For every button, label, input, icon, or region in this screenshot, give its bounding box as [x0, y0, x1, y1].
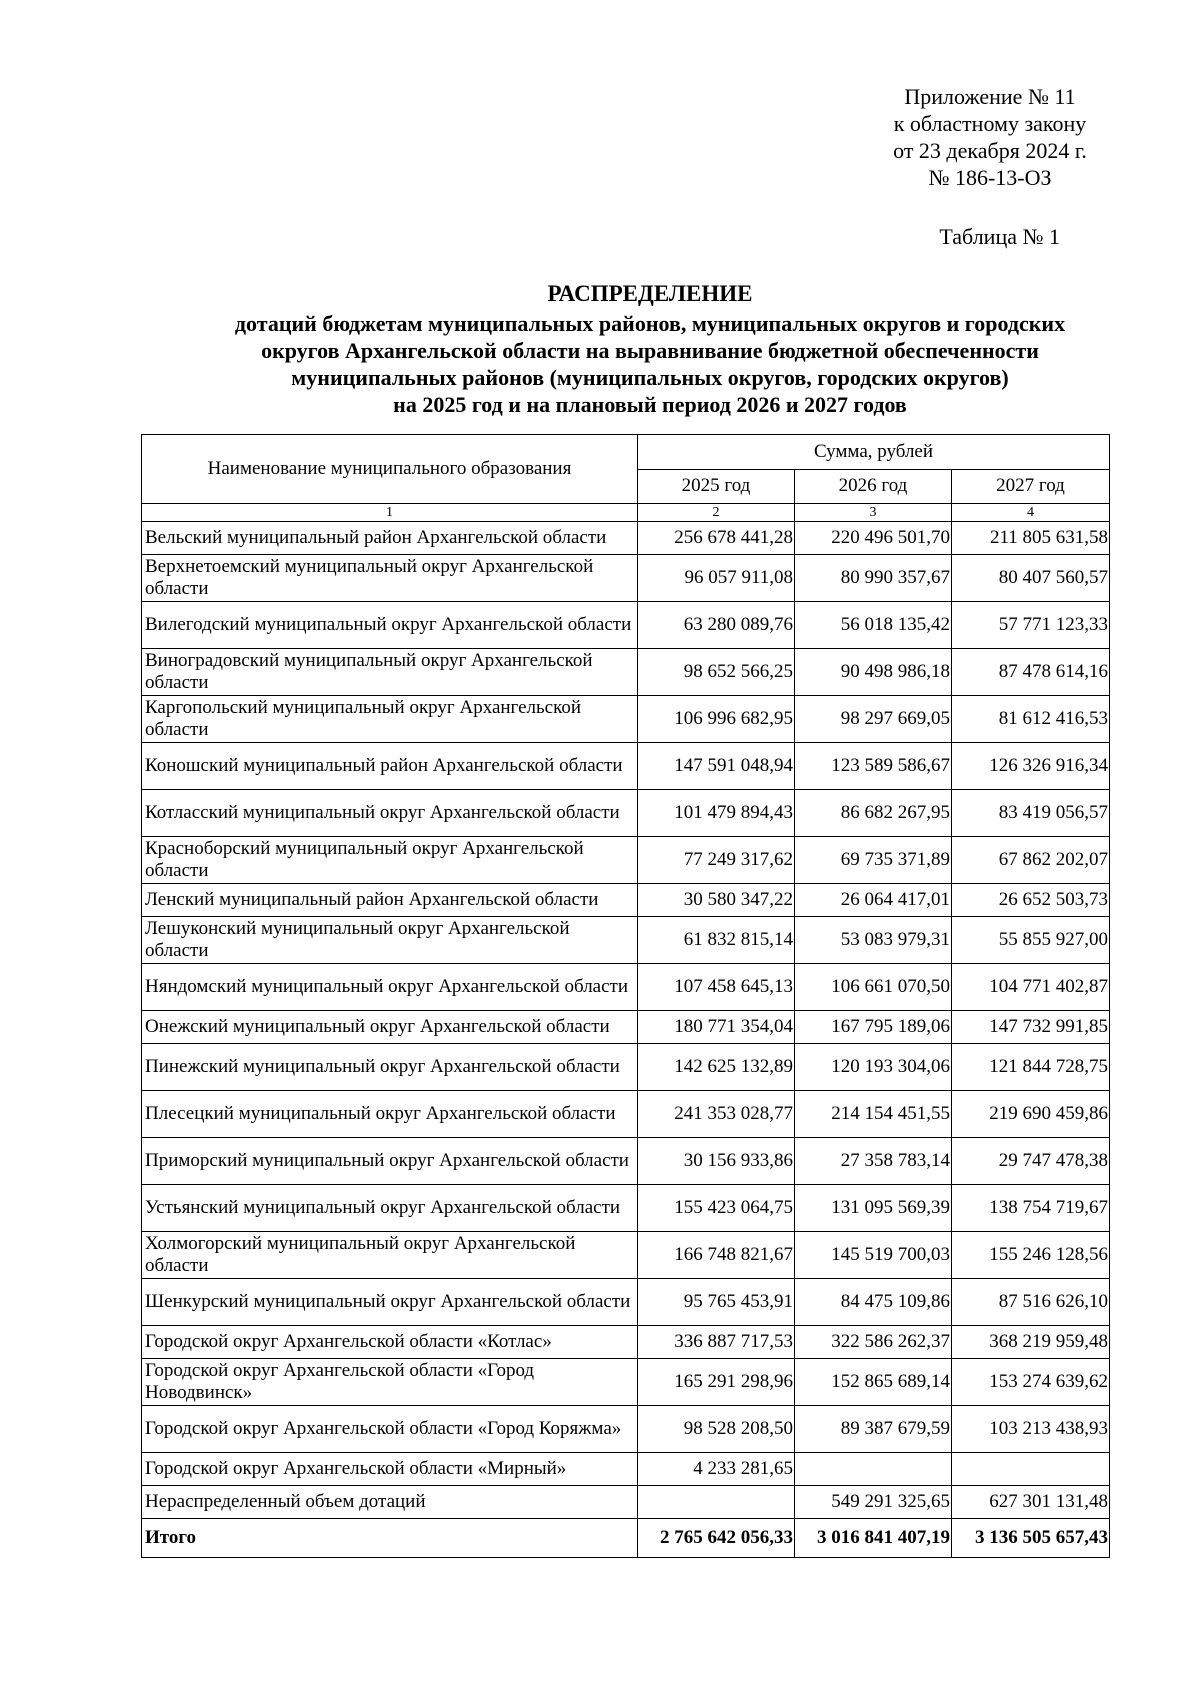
column-header-sum: Сумма, рублей — [638, 435, 1110, 470]
amount-2027: 153 274 639,62 — [952, 1359, 1110, 1406]
column-number: 3 — [795, 504, 952, 522]
municipality-name: Городской округ Архангельской области «Мирный» — [142, 1453, 638, 1486]
appendix-line: от 23 декабря 2024 г. — [893, 138, 1087, 163]
amount-2027: 81 612 416,53 — [952, 696, 1110, 743]
municipality-name: Городской округ Архангельской области «Город Новодвинск» — [142, 1359, 638, 1406]
amount-2025: 336 887 717,53 — [638, 1326, 795, 1359]
amount-2026: 84 475 109,86 — [795, 1279, 952, 1326]
table-row — [142, 1359, 1110, 1406]
amount-2026: 90 498 986,18 — [795, 649, 952, 696]
table-row — [142, 837, 1110, 884]
municipality-name: Городской округ Архангельской области «Город Коряжма» — [142, 1406, 638, 1453]
amount-2027: 80 407 560,57 — [952, 555, 1110, 602]
amount-2026: 549 291 325,65 — [795, 1486, 952, 1519]
column-number: 1 — [142, 504, 638, 522]
amount-2026: 220 496 501,70 — [795, 522, 952, 555]
amount-2025: 180 771 354,04 — [638, 1011, 795, 1044]
amount-2026 — [795, 1453, 952, 1486]
municipality-name: Котласский муниципальный округ Архангельской области — [142, 790, 638, 837]
amount-2025: 107 458 645,13 — [638, 964, 795, 1011]
column-header-2025: 2025 год — [638, 469, 795, 504]
amount-2025: 98 652 566,25 — [638, 649, 795, 696]
municipality-name: Онежский муниципальный округ Архангельской области — [142, 1011, 638, 1044]
amount-2026: 152 865 689,14 — [795, 1359, 952, 1406]
municipality-name: Устьянский муниципальный округ Архангельской области — [142, 1185, 638, 1232]
amount-2026: 80 990 357,67 — [795, 555, 952, 602]
amount-2027: 87 516 626,10 — [952, 1279, 1110, 1326]
amount-2027: 121 844 728,75 — [952, 1044, 1110, 1091]
amount-2027: 155 246 128,56 — [952, 1232, 1110, 1279]
amount-2025 — [638, 1486, 795, 1519]
column-header-name: Наименование муниципального образования — [142, 435, 638, 504]
amount-2026: 167 795 189,06 — [795, 1011, 952, 1044]
total-2025: 2 765 642 056,33 — [638, 1519, 795, 1558]
table-row — [142, 1091, 1110, 1138]
amount-2025: 30 156 933,86 — [638, 1138, 795, 1185]
amount-2025: 256 678 441,28 — [638, 522, 795, 555]
amount-2027 — [952, 1453, 1110, 1486]
municipality-name: Городской округ Архангельской области «Котлас» — [142, 1326, 638, 1359]
amount-2026: 89 387 679,59 — [795, 1406, 952, 1453]
amount-2025: 241 353 028,77 — [638, 1091, 795, 1138]
table-row — [142, 1406, 1110, 1453]
amount-2025: 147 591 048,94 — [638, 743, 795, 790]
municipality-name: Вилегодский муниципальный округ Архангельской области — [142, 602, 638, 649]
table-row — [142, 602, 1110, 649]
amount-2025: 155 423 064,75 — [638, 1185, 795, 1232]
amount-2027: 87 478 614,16 — [952, 649, 1110, 696]
amount-2025: 166 748 821,67 — [638, 1232, 795, 1279]
amount-2025: 165 291 298,96 — [638, 1359, 795, 1406]
amount-2027: 147 732 991,85 — [952, 1011, 1110, 1044]
municipality-name: Вельский муниципальный район Архангельской области — [142, 522, 638, 555]
municipality-name: Приморский муниципальный округ Архангельской области — [142, 1138, 638, 1185]
municipality-name: Верхнетоемский муниципальный округ Архангельской области — [142, 555, 638, 602]
municipality-name: Пинежский муниципальный округ Архангельской области — [142, 1044, 638, 1091]
total-2026: 3 016 841 407,19 — [795, 1519, 952, 1558]
amount-2026: 131 095 569,39 — [795, 1185, 952, 1232]
document-title — [120, 280, 1180, 418]
table-row — [142, 1185, 1110, 1232]
amount-2027: 29 747 478,38 — [952, 1138, 1110, 1185]
table-row — [142, 649, 1110, 696]
amount-2025: 61 832 815,14 — [638, 917, 795, 964]
amount-2026: 322 586 262,37 — [795, 1326, 952, 1359]
amount-2026: 145 519 700,03 — [795, 1232, 952, 1279]
table-row — [142, 884, 1110, 917]
table-row — [142, 790, 1110, 837]
municipality-name: Нераспределенный объем дотаций — [142, 1486, 638, 1519]
amount-2025: 77 249 317,62 — [638, 837, 795, 884]
amount-2026: 69 735 371,89 — [795, 837, 952, 884]
table-row — [142, 1044, 1110, 1091]
municipality-name: Плесецкий муниципальный округ Архангельской области — [142, 1091, 638, 1138]
appendix-line: Приложение № 11 — [904, 84, 1076, 109]
amount-2025: 96 057 911,08 — [638, 555, 795, 602]
municipality-name: Няндомский муниципальный округ Архангельской области — [142, 964, 638, 1011]
table-row — [142, 1232, 1110, 1279]
amount-2027: 627 301 131,48 — [952, 1486, 1110, 1519]
table-row — [142, 1453, 1110, 1486]
amount-2026: 86 682 267,95 — [795, 790, 952, 837]
municipality-name: Лешуконский муниципальный округ Архангельской области — [142, 917, 638, 964]
title-line: округов Архангельской области на выравнивание бюджетной обеспеченности — [261, 338, 1039, 363]
table-row — [142, 743, 1110, 790]
title-heading: РАСПРЕДЕЛЕНИЕ — [547, 281, 753, 306]
table-row — [142, 696, 1110, 743]
amount-2026: 214 154 451,55 — [795, 1091, 952, 1138]
table-number: Таблица № 1 — [939, 224, 1060, 249]
total-label: Итого — [142, 1519, 638, 1558]
amount-2027: 67 862 202,07 — [952, 837, 1110, 884]
amount-2027: 104 771 402,87 — [952, 964, 1110, 1011]
amount-2027: 26 652 503,73 — [952, 884, 1110, 917]
table-row — [142, 1138, 1110, 1185]
distribution-table — [141, 434, 1110, 1558]
table-row — [142, 964, 1110, 1011]
amount-2027: 126 326 916,34 — [952, 743, 1110, 790]
amount-2027: 55 855 927,00 — [952, 917, 1110, 964]
column-header-2026: 2026 год — [795, 469, 952, 504]
column-number: 2 — [638, 504, 795, 522]
amount-2025: 142 625 132,89 — [638, 1044, 795, 1091]
table-row — [142, 1326, 1110, 1359]
amount-2027: 83 419 056,57 — [952, 790, 1110, 837]
table-row — [142, 522, 1110, 555]
municipality-name: Каргопольский муниципальный округ Архангельской области — [142, 696, 638, 743]
amount-2026: 120 193 304,06 — [795, 1044, 952, 1091]
table-row — [142, 1486, 1110, 1519]
table-row — [142, 1011, 1110, 1044]
amount-2025: 63 280 089,76 — [638, 602, 795, 649]
table-row — [142, 1279, 1110, 1326]
municipality-name: Виноградовский муниципальный округ Архангельской области — [142, 649, 638, 696]
amount-2025: 30 580 347,22 — [638, 884, 795, 917]
municipality-name: Холмогорский муниципальный округ Архангельской области — [142, 1232, 638, 1279]
title-line: муниципальных районов (муниципальных округов, городских округов) — [291, 365, 1009, 390]
total-2027: 3 136 505 657,43 — [952, 1519, 1110, 1558]
municipality-name: Коношский муниципальный район Архангельской области — [142, 743, 638, 790]
amount-2025: 4 233 281,65 — [638, 1453, 795, 1486]
table-row — [142, 555, 1110, 602]
title-line: на 2025 год и на плановый период 2026 и 2027 годов — [393, 392, 907, 417]
amount-2027: 138 754 719,67 — [952, 1185, 1110, 1232]
appendix-line: № 186-13-ОЗ — [928, 165, 1052, 190]
amount-2027: 211 805 631,58 — [952, 522, 1110, 555]
title-line: дотаций бюджетам муниципальных районов, муниципальных округов и городских — [234, 311, 1066, 336]
amount-2026: 27 358 783,14 — [795, 1138, 952, 1185]
municipality-name: Шенкурский муниципальный округ Архангельской области — [142, 1279, 638, 1326]
amount-2027: 57 771 123,33 — [952, 602, 1110, 649]
amount-2025: 106 996 682,95 — [638, 696, 795, 743]
total-row — [142, 1519, 1110, 1558]
amount-2025: 98 528 208,50 — [638, 1406, 795, 1453]
municipality-name: Ленский муниципальный район Архангельской области — [142, 884, 638, 917]
amount-2027: 219 690 459,86 — [952, 1091, 1110, 1138]
amount-2026: 26 064 417,01 — [795, 884, 952, 917]
amount-2026: 56 018 135,42 — [795, 602, 952, 649]
municipality-name: Красноборский муниципальный округ Архангельской области — [142, 837, 638, 884]
amount-2025: 101 479 894,43 — [638, 790, 795, 837]
amount-2026: 106 661 070,50 — [795, 964, 952, 1011]
column-number: 4 — [952, 504, 1110, 522]
amount-2026: 53 083 979,31 — [795, 917, 952, 964]
amount-2027: 368 219 959,48 — [952, 1326, 1110, 1359]
amount-2025: 95 765 453,91 — [638, 1279, 795, 1326]
amount-2026: 98 297 669,05 — [795, 696, 952, 743]
amount-2026: 123 589 586,67 — [795, 743, 952, 790]
table-row — [142, 917, 1110, 964]
amount-2027: 103 213 438,93 — [952, 1406, 1110, 1453]
appendix-line: к областному закону — [893, 111, 1087, 136]
appendix-reference — [870, 83, 1110, 191]
column-header-2027: 2027 год — [952, 469, 1110, 504]
